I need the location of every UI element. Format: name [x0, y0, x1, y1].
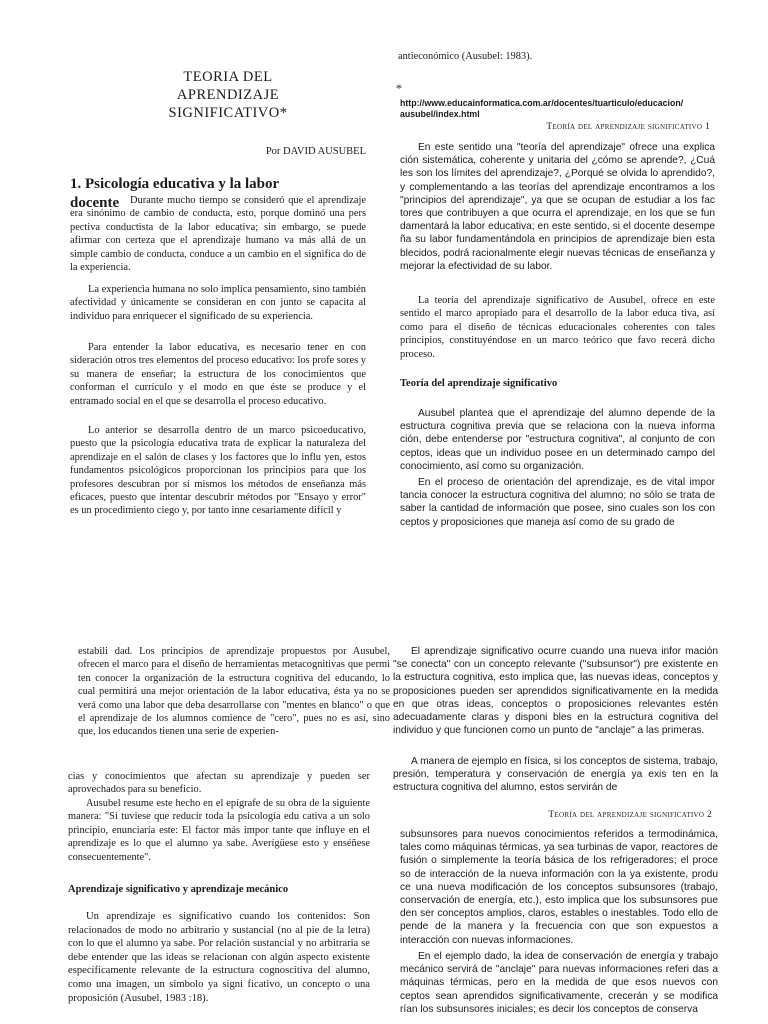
left-paragraph-4: Lo anterior se desarrolla dentro de un marco psicoeducativo, puesto que la psicología educativa trata de explicar la naturaleza del aprendizaje en el salón de clases y los factores que lo influ yen, estos fundamentos psicológicos proporcionan los principios para que los profesores descubran por sí mismos los métodos de enseñanza más eficaces, puesto que intentar descubrir métodos por "Ensayo y error" es un procedimiento ciego y, por tanto inne cesariamente difícil y	[70, 425, 366, 517]
right-paragraph-1: El aprendizaje significativo ocurre cuando una nueva infor mación "se conecta" con un concepto relevante ("subsunsor") pre existente en la estructura cognitiva, esto implica que, las nuevas ideas, conceptos y proposiciones pueden ser aprendidos significativamente en la medida en que otras ideas, conceptos o proposiciones relevantes estén adecuadamente claras y disponi bles en la estructura cognitiva del individuo y que funcionen como un punto de "anclaje" a las primeras.	[393, 646, 718, 737]
left-paragraph-2: Ausubel resume este hecho en el epígrafe de su obra de la siguiente manera: "Si tuviese que reducir toda la psicología edu cativa a un solo principio, enunciaría este: El factor más impor tante que influye en el aprendizaje es lo que el alumno ya sabe. Averígüese esto y enséñese consecuentemente".	[68, 798, 370, 863]
footnote-url[interactable]: http://www.educainformatica.com.ar/docentes/tuarticulo/educacion/ ausubel/index.html	[400, 98, 684, 119]
left-top-paragraph: estabili dad. Los principios de aprendizaje propuestos por Ausubel, ofrecen el marco para el diseño de herramientas metacognitivas que permi ten conocer la organización de la estructura cognitiva del educando, lo cual permitirá una mejor orientación de la labor educativa, ésta ya no se verá como una labor que deba desarrollarse con "mentes en blanco" o que el aprendizaje de los alumnos comience de "cero", pues no es así, sino que, los educandos tienen una serie de experien-	[78, 646, 390, 738]
right-top-line: antieconómico (Ausubel: 1983).	[398, 51, 533, 62]
left-paragraph-3: Un aprendizaje es significativo cuando los contenidos: Son relacionados de modo no arbitrario y sustancial (no al pie de la letra) con lo que el alumno ya sabe. Por relación sustancial y no arbitraria se debe entender que las ideas se relacionan con algún aspecto existente específicamente relevante de la estructura cognoscitiva del alumno, como una imagen, un símbolo ya signi ficativo, un concepto o una proposición (Ausubel, 1983 :18).	[68, 911, 370, 1004]
footnote-marker: *	[396, 81, 402, 95]
document-title: TEORIA DEL APRENDIZAJE SIGNIFICATIVO*	[168, 69, 288, 121]
subheading-teoria: Teoría del aprendizaje significativo	[400, 378, 558, 389]
section-heading-psicologia: 1. Psicología educativa y la labor docente	[70, 176, 280, 211]
right-paragraph-1: En este sentido una "teoría del aprendizaje" ofrece una explica ción sistemática, coherente y unitaria del ¿cómo se aprende?, ¿Cuá les son los límites del aprendizaje?, ¿Porqué se olvida lo aprendido?, y complementando a las teorías del aprendizaje encontramos a los "principios del aprendizaje", ya que se ocupan de estudiar a los fac tores que contribuyen a que ocurra el aprendizaje, en los que se fun damentará la labor educativa; en este sentido, si el docente desempe ña su labor fundamentándola en principios de aprendizaje bien esta blecidos, podrá racionalmente elegir nuevas técnicas de enseñanza y mejorar la efectividad de su labor.	[400, 142, 715, 272]
right-paragraph-4: En el ejemplo dado, la idea de conservación de energía y trabajo mecánico servirá de "anclaje" para nuevas informaciones referi das a máquinas térmicas, pero en la medida de que esos nuevos con ceptos sean aprendidos significativamente, crecerán y se modifica rían los subsunsores iniciales; es decir los conceptos de conserva	[400, 951, 718, 1015]
author-byline: Por DAVID AUSUBEL	[265, 146, 366, 157]
left-paragraph-3: Para entender la labor educativa, es necesario tener en con sideración otros tres elementos del proceso educativo: los profe sores y su manera de enseñar; la estructura de los conocimientos que conforman el currículo y el modo en que éste se produce y el entramado social en el que se desarrolla el proceso educativo.	[70, 342, 366, 407]
left-paragraph-2: La experiencia humana no solo implica pensamiento, sino también afectividad y únicamente se consideran en con junto se capacita al individuo para enriquecer el significado de su experiencia.	[70, 284, 366, 322]
running-header-page-1: Teoría del aprendizaje significativo 1	[546, 122, 710, 132]
left-paragraph-1: Durante mucho tiempo se consideró que el aprendizaje era sinónimo de cambio de conducta, esto, porque dominó una pers pectiva conductista de la labor educativa; sin embargo, se puede afirmar con certeza que el aprendizaje humano va más allá de un simple cambio de conducta, conduce a un cambio en el significa do de la experiencia.	[70, 195, 366, 274]
right-paragraph-4: En el proceso de orientación del aprendizaje, es de vital impor tancia conocer la estructura cognitiva del alumno; no sólo se trata de saber la cantidad de información que posee, sino cuales son los con ceptos y proposiciones que maneja así como de su grado de	[400, 477, 715, 528]
subheading-aprendizaje: Aprendizaje significativo y aprendizaje mecánico	[68, 884, 289, 895]
running-header-page-2: Teoría del aprendizaje significativo 2	[548, 810, 712, 820]
right-paragraph-2: A manera de ejemplo en física, si los conceptos de sistema, trabajo, presión, temperatura y conservación de energía ya exis ten en la estructura cognitiva del alumno, estos servirán de	[393, 756, 718, 794]
right-paragraph-3: Ausubel plantea que el aprendizaje del alumno depende de la estructura cognitiva previa que se relaciona con la nueva informa ción, debe entenderse por "estructura cognitiva", al conjunto de con ceptos, ideas que un individuo posee en un determinado campo del conocimiento, así como su organización.	[400, 408, 715, 472]
left-paragraph-1: cias y conocimientos que afectan su aprendizaje y pueden ser aprovechados para su beneficio.	[68, 771, 370, 796]
right-paragraph-2: La teoría del aprendizaje significativo de Ausubel, ofrece en este sentido el marco apropiado para el desarrollo de la labor educa tiva, así como para el diseño de técnicas educacionales coherentes con tales principios, constituyéndose en un marco teórico que favo recerá dicho proceso.	[400, 295, 715, 360]
right-paragraph-3: subsunsores para nuevos conocimientos referidos a termodinámica, tales como máquinas térmicas, ya sea turbinas de vapor, reactores de fusión o simplemente la teoría básica de los refrigeradores; el proce so de interacción de la nueva información con la ya existente, produ ce una nueva modificación de los conceptos subsunsores (trabajo, conservación de energía, etc.), esto implica que los subsunsores pue den ser conceptos amplios, claros, estables o inestables. Todo ello de pende de la manera y la frecuencia con que son expuestos a interacción con nuevas informaciones.	[400, 829, 718, 946]
